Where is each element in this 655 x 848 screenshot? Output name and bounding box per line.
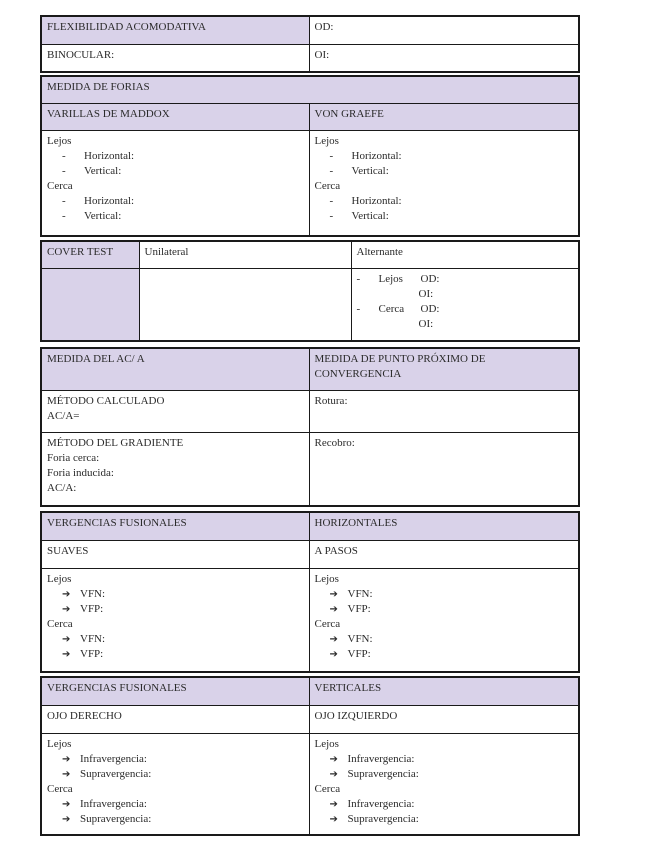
dash-icon: - [356,272,361,285]
arrow-right-icon: ➔ [329,753,338,765]
oi-cerca: Cerca [314,782,341,795]
maddox-values [41,130,309,236]
phorias-title: MEDIDA DE FORIAS [41,76,579,103]
arrow-right-icon: ➔ [62,648,71,660]
graefe-lejos: Lejos [314,134,339,147]
horizontal-vergence-title: VERGENCIAS FUSIONALES [41,512,309,540]
oi-lejos-supra: Supravergencia: [347,767,419,780]
od-values [41,733,309,835]
arrow-right-icon: ➔ [329,798,338,810]
dash-icon: - [356,302,361,315]
dash-icon: - [329,194,334,207]
arrow-right-icon: ➔ [62,588,71,600]
oi-lejos: Lejos [314,737,339,750]
dash-icon: - [62,164,66,177]
graefe-cerca-horizontal: Horizontal: [351,194,402,207]
maddox-cerca-horizontal: Horizontal: [84,194,135,207]
maddox-lejos-horizontal: Horizontal: [84,149,135,162]
arrow-right-icon: ➔ [62,753,71,765]
suaves-lejos-vfn: VFN: [80,587,106,600]
flexibility-od: OD: [309,16,579,44]
dash-icon: - [329,209,334,222]
cover-cerca-oi: OI: [418,317,434,330]
flexibility-title: FLEXIBILIDAD ACOMODATIVA [41,16,309,44]
graefe-cerca-vertical: Vertical: [351,209,389,222]
vertical-vergence-title: VERGENCIAS FUSIONALES [41,677,309,705]
od-lejos-supra: Supravergencia: [80,767,152,780]
arrow-right-icon: ➔ [329,633,338,645]
ppc-title: MEDIDA DE PUNTO PRÓXIMO DE CONVERGENCIA [309,348,579,390]
binocular-label: BINOCULAR: [41,44,309,72]
suaves-values [41,568,309,672]
arrow-right-icon: ➔ [62,798,71,810]
cover-lejos-od: OD: [420,272,440,285]
arrow-right-icon: ➔ [329,603,338,615]
dash-icon: - [62,209,66,222]
pasos-cerca-vfn: VFN: [347,632,373,645]
dash-icon: - [329,164,334,177]
dash-icon: - [62,194,66,207]
maddox-cerca: Cerca [47,179,73,192]
arrow-right-icon: ➔ [62,633,71,645]
pasos-values [309,568,579,672]
foria-inducida-label: Foria inducida: [47,466,114,479]
pasos-lejos: Lejos [314,572,339,585]
suaves-cerca-vfn: VFN: [80,632,106,645]
suaves-header: SUAVES [41,540,309,568]
oi-cerca-infra: Infravergencia: [347,797,415,810]
horizontal-vergence-table [40,511,580,673]
calc-method-value: AC/A= [47,409,80,422]
od-lejos-infra: Infravergencia: [80,752,147,765]
rotura-label: Rotura: [309,390,579,432]
dash-icon: - [329,149,334,162]
graefe-header: VON GRAEFE [309,103,579,130]
od-cerca: Cerca [47,782,73,795]
suaves-cerca: Cerca [47,617,73,630]
cover-alternante: Alternante [351,241,579,268]
arrow-right-icon: ➔ [62,603,71,615]
oi-header: OJO IZQUIERDO [309,705,579,733]
phorias-table [40,75,580,237]
cover-empty-cell [41,268,139,341]
cover-lejos-oi: OI: [418,287,434,300]
arrow-right-icon: ➔ [329,588,338,600]
flexibility-table [40,15,580,73]
gradient-method-label: MÉTODO DEL GRADIENTE [47,436,184,449]
maddox-lejos-vertical: Vertical: [84,164,122,177]
aca-table [40,347,580,507]
arrow-right-icon: ➔ [329,648,338,660]
pasos-lejos-vfn: VFN: [347,587,373,600]
graefe-cerca: Cerca [314,179,341,192]
maddox-header: VARILLAS DE MADDOX [41,103,309,130]
calc-method-label: MÉTODO CALCULADO [47,394,165,407]
flexibility-oi: OI: [309,44,579,72]
cover-unilateral: Unilateral [139,241,351,268]
od-cerca-infra: Infravergencia: [80,797,147,810]
foria-cerca-label: Foria cerca: [47,451,100,464]
aca-title: MEDIDA DEL AC/ A [41,348,309,390]
arrow-right-icon: ➔ [62,813,71,825]
graefe-lejos-horizontal: Horizontal: [351,149,402,162]
maddox-lejos: Lejos [47,134,72,147]
cover-test-title: COVER TEST [41,241,139,268]
arrow-right-icon: ➔ [329,768,338,780]
calc-method-cell [41,390,309,432]
arrow-right-icon: ➔ [329,813,338,825]
dash-icon: - [62,149,66,162]
cover-test-table [40,240,580,342]
od-header: OJO DERECHO [41,705,309,733]
cover-cerca-od: OD: [420,302,440,315]
recobro-label: Recobro: [309,432,579,506]
od-lejos: Lejos [47,737,72,750]
maddox-cerca-vertical: Vertical: [84,209,122,222]
suaves-lejos: Lejos [47,572,72,585]
pasos-header: A PASOS [309,540,579,568]
arrow-right-icon: ➔ [62,768,71,780]
suaves-lejos-vfp: VFP: [80,602,104,615]
od-cerca-supra: Supravergencia: [80,812,152,825]
vertical-vergence-subtitle: VERTICALES [309,677,579,705]
oi-cerca-supra: Supravergencia: [347,812,419,825]
pasos-cerca: Cerca [314,617,341,630]
cover-alternante-values [351,268,579,341]
oi-lejos-infra: Infravergencia: [347,752,415,765]
cover-unilateral-value [139,268,351,341]
graefe-lejos-vertical: Vertical: [351,164,389,177]
horizontal-vergence-subtitle: HORIZONTALES [309,512,579,540]
aca-value-label: AC/A: [47,481,77,494]
oi-values [309,733,579,835]
pasos-cerca-vfp: VFP: [347,647,371,660]
gradient-method-cell [41,432,309,506]
cover-lejos: Lejos [378,272,403,285]
graefe-values [309,130,579,236]
pasos-lejos-vfp: VFP: [347,602,371,615]
cover-cerca: Cerca [378,302,405,315]
vertical-vergence-table [40,676,580,836]
suaves-cerca-vfp: VFP: [80,647,104,660]
